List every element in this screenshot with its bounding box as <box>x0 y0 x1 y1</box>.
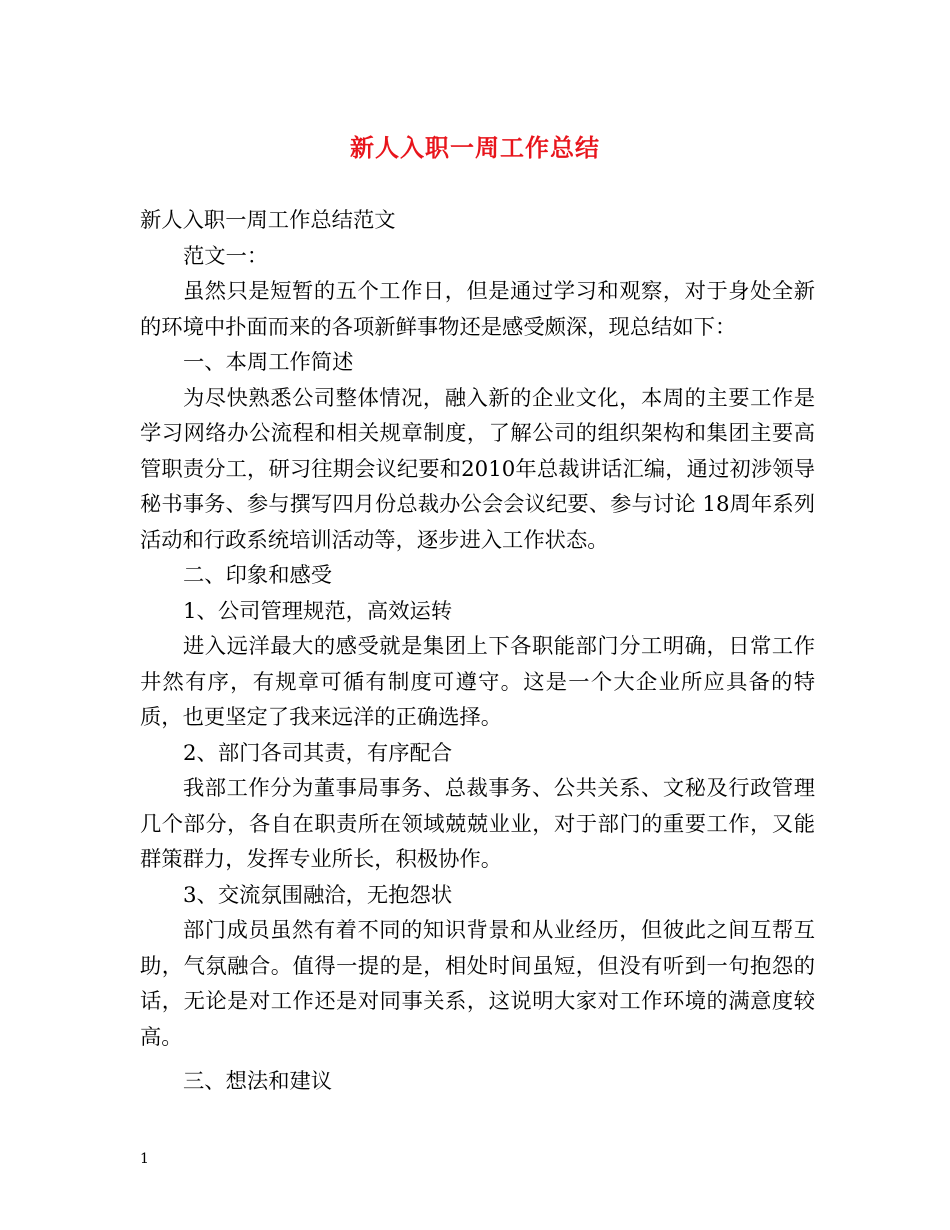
impression-paragraph-1: 进入远洋最大的感受就是集团上下各职能部门分工明确，日常工作井然有序，有规章可循有制度可遵守。这是一个大企业所应具备的特质，也更坚定了我来远洋的正确选择。 <box>140 634 815 730</box>
document-body <box>140 203 815 1100</box>
subheading-2: 2、部门各司其责，有序配合 <box>183 740 453 766</box>
section-heading-1: 一、本周工作简述 <box>183 350 354 375</box>
work-summary-paragraph: 为尽快熟悉公司整体情况，融入新的企业文化，本周的主要工作是学习网络办公流程和相关规章制度，了解公司的组织架构和集团主要高管职责分工，研习往期会议纪要和2010年总裁讲话汇编，通过初涉领导秘书事务、参与撰写四月份总裁办公会会议纪要、参与讨论 18周年系列活动和行政系统培训活动等，逐步进入工作状态。 <box>140 385 815 553</box>
impression-paragraph-3: 部门成员虽然有着不同的知识背景和从业经历，但彼此之间互帮互助，气氛融合。值得一提的是，相处时间虽短，但没有听到一句抱怨的话，无论是对工作还是对同事关系，这说明大家对工作环境的满意度较高。 <box>140 918 815 1050</box>
impression-paragraph-2: 我部工作分为董事局事务、总裁事务、公共关系、文秘及行政管理几个部分，各自在职责所在领域兢兢业业，对于部门的重要工作，又能群策群力，发挥专业所长，积极协作。 <box>140 776 815 872</box>
page-number: 1 <box>140 1151 149 1167</box>
subtitle-paragraph: 新人入职一周工作总结范文 <box>140 208 396 233</box>
sample-label: 范文一： <box>183 243 269 269</box>
subheading-3: 3、交流氛围融洽，无抱怨状 <box>183 882 453 908</box>
document-title: 新人入职一周工作总结 <box>350 133 600 162</box>
intro-paragraph: 虽然只是短暂的五个工作日，但是通过学习和观察，对于身处全新的环境中扑面而来的各项新鲜事物还是感受颇深，现总结如下： <box>140 279 815 340</box>
subheading-1: 1、公司管理规范，高效运转 <box>183 598 453 624</box>
section-heading-2: 二、印象和感受 <box>183 563 333 588</box>
section-heading-3: 三、想法和建议 <box>183 1069 333 1094</box>
